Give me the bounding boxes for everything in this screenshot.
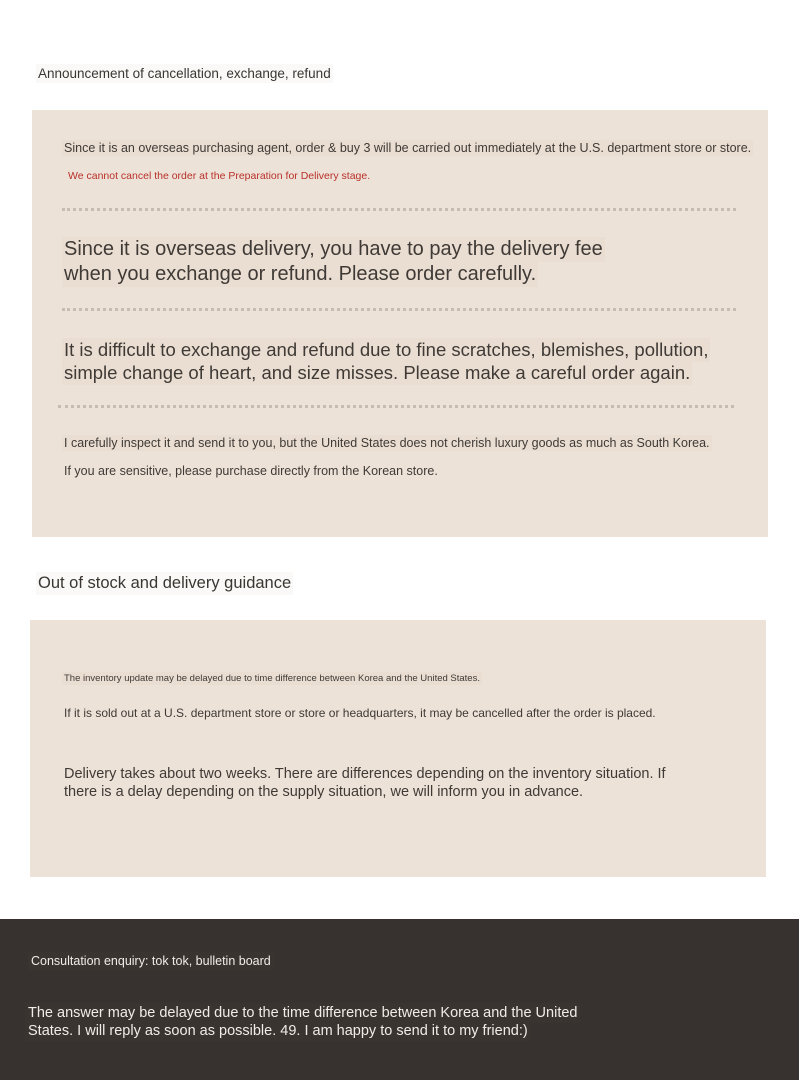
- inventory-delay-notice: The inventory update may be delayed due to time difference between Korea and the United States.: [64, 673, 480, 684]
- exchange-refund-notice-line1: It is difficult to exchange and refund due to fine scratches, blemishes, pollution,: [64, 339, 709, 360]
- korean-store-notice: If you are sensitive, please purchase directly from the Korean store.: [64, 464, 438, 478]
- delivery-fee-notice-line2: when you exchange or refund. Please order carefully.: [64, 263, 537, 285]
- reply-delay-notice-line1: The answer may be delayed due to the time difference between Korea and the United: [25, 1003, 580, 1023]
- exchange-refund-notice-line2: simple change of heart, and size misses. Please make a careful order again.: [64, 362, 691, 383]
- reply-delay-notice-line2: States. I will reply as soon as possible. 49. I am happy to send it to my friend:): [25, 1021, 531, 1041]
- sold-out-cancel-notice: If it is sold out at a U.S. department store or store or headquarters, it may be cancelled after the order is placed.: [64, 706, 656, 720]
- inspection-notice: I carefully inspect it and send it to you, but the United States does not cherish luxury goods as much as South Korea.: [64, 436, 710, 450]
- delivery-time-notice-line1: Delivery takes about two weeks. There are differences depending on the inventory situation. If: [64, 766, 666, 782]
- no-cancel-notice: We cannot cancel the order at the Preparation for Delivery stage.: [68, 170, 371, 182]
- overseas-agent-notice: Since it is an overseas purchasing agent, order & buy 3 will be carried out immediately at the U.S. department store or store.: [64, 141, 752, 155]
- delivery-fee-notice-line1: Since it is overseas delivery, you have to pay the delivery fee: [64, 238, 603, 260]
- dotted-divider: [62, 308, 736, 311]
- stock-delivery-panel: [30, 620, 766, 877]
- delivery-time-notice-line2: there is a delay depending on the supply situation, we will inform you in advance.: [64, 784, 584, 800]
- dotted-divider: [62, 208, 736, 211]
- consultation-footer: [0, 919, 799, 1080]
- dotted-divider: [58, 405, 734, 408]
- consultation-enquiry-title: Consultation enquiry: tok tok, bulletin board: [28, 952, 274, 970]
- stock-section-title: Out of stock and delivery guidance: [36, 572, 293, 595]
- cancellation-policy-panel: [32, 110, 768, 537]
- cancellation-section-title: Announcement of cancellation, exchange, refund: [38, 66, 331, 81]
